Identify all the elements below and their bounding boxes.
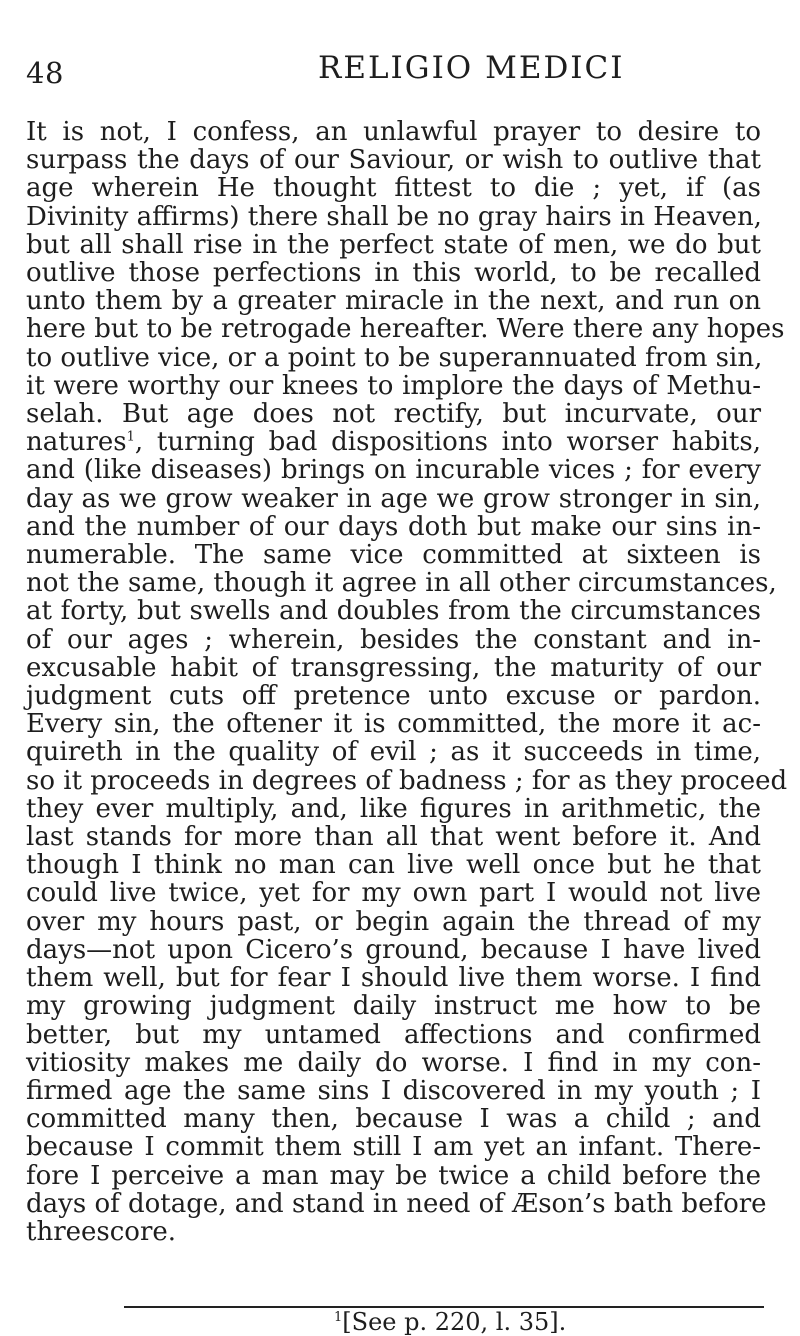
footnote-reference: 1 <box>126 429 135 445</box>
page-number: 48 <box>26 56 64 90</box>
text-line: vitiosity makes me daily do worse. I find in my con- <box>26 1047 761 1078</box>
text-line: could live twice, yet for my own part I would not live <box>26 878 761 909</box>
text-line: It is not, I confess, an unlawful prayer to desire to <box>26 117 761 147</box>
text-line: them well, but for fear I should live them worse. I find <box>26 963 761 994</box>
text-line: at forty, but swells and doubles from the circumstances <box>26 596 761 627</box>
text-line: Every sin, the oftener it is committed, the more it ac- <box>26 709 761 740</box>
text-line: and the number of our days doth but make our sins in- <box>26 511 761 542</box>
text-line: selah. But age does not rectify, but incurvate, our <box>26 399 761 430</box>
footnote <box>334 1308 567 1336</box>
text-line: though I think no man can live well once but he that <box>26 850 761 881</box>
text-line: better, but my untamed affections and confirmed <box>26 1019 761 1050</box>
text-line-last: threescore. <box>26 1216 177 1247</box>
text-line: numerable. The same vice committed at sixteen is <box>26 540 761 571</box>
text-line: committed many then, because I was a child ; and <box>26 1104 761 1135</box>
text-line: quireth in the quality of evil ; as it succeeds in time, <box>26 737 761 768</box>
text-line: age wherein He thought fittest to die ; yet, if (as <box>26 173 761 204</box>
text-line: excusable habit of transgressing, the maturity of our <box>26 652 761 683</box>
text-line: here but to be retrogade hereafter. Were there any hopes <box>26 314 785 345</box>
text-line: surpass the days of our Saviour, or wish to outlive that <box>26 145 761 176</box>
text-line: my growing judgment daily instruct me how to be <box>26 991 761 1022</box>
text-line: firmed age the same sins I discovered in my youth ; I <box>26 1075 761 1106</box>
text-line: of our ages ; wherein, besides the constant and in- <box>26 624 761 655</box>
text-line: outlive those perfections in this world, to be recalled <box>26 258 761 289</box>
body-paragraph <box>26 117 788 1247</box>
text-line: days—not upon Cicero’s ground, because I have lived <box>26 934 761 965</box>
text-line: because I commit them still I am yet an infant. There- <box>26 1132 761 1163</box>
text-line-rest: , turning bad dispositions into worser habits, <box>134 427 761 458</box>
text-line: Divinity affirms) there shall be no gray hairs in Heaven, <box>26 201 762 232</box>
noted-word: natures <box>26 427 127 458</box>
text-line: to outlive vice, or a point to be superannuated from sin, <box>26 342 763 373</box>
text-line: fore I perceive a man may be twice a child before the <box>26 1160 761 1191</box>
text-line: it were worthy our knees to implore the days of Methu- <box>26 370 761 401</box>
text-line-with-note <box>26 428 761 456</box>
text-line: and (like diseases) brings on incurable vices ; for every <box>26 455 761 486</box>
text-line: last stands for more than all that went before it. And <box>26 822 761 853</box>
text-line: over my hours past, or begin again the thread of my <box>26 906 761 937</box>
text-line: they ever multiply, and, like figures in arithmetic, the <box>26 793 761 824</box>
text-line: so it proceeds in degrees of badness ; for as they proceed <box>26 765 788 796</box>
text-line: judgment cuts off pretence unto excuse or pardon. <box>26 681 761 712</box>
running-head: RELIGIO MEDICI <box>318 50 625 86</box>
text-line: not the same, though it agree in all other circumstances, <box>26 568 777 599</box>
text-line: days of dotage, and stand in need of Æson’s bath before <box>26 1188 767 1219</box>
text-line: unto them by a greater miracle in the next, and run on <box>26 286 761 317</box>
text-line: day as we grow weaker in age we grow stronger in sin, <box>26 483 761 514</box>
footnote-text: [See p. 220, l. 35]. <box>342 1308 567 1336</box>
text-line: but all shall rise in the perfect state of men, we do but <box>26 229 761 260</box>
footnote-mark: 1 <box>334 1310 343 1325</box>
